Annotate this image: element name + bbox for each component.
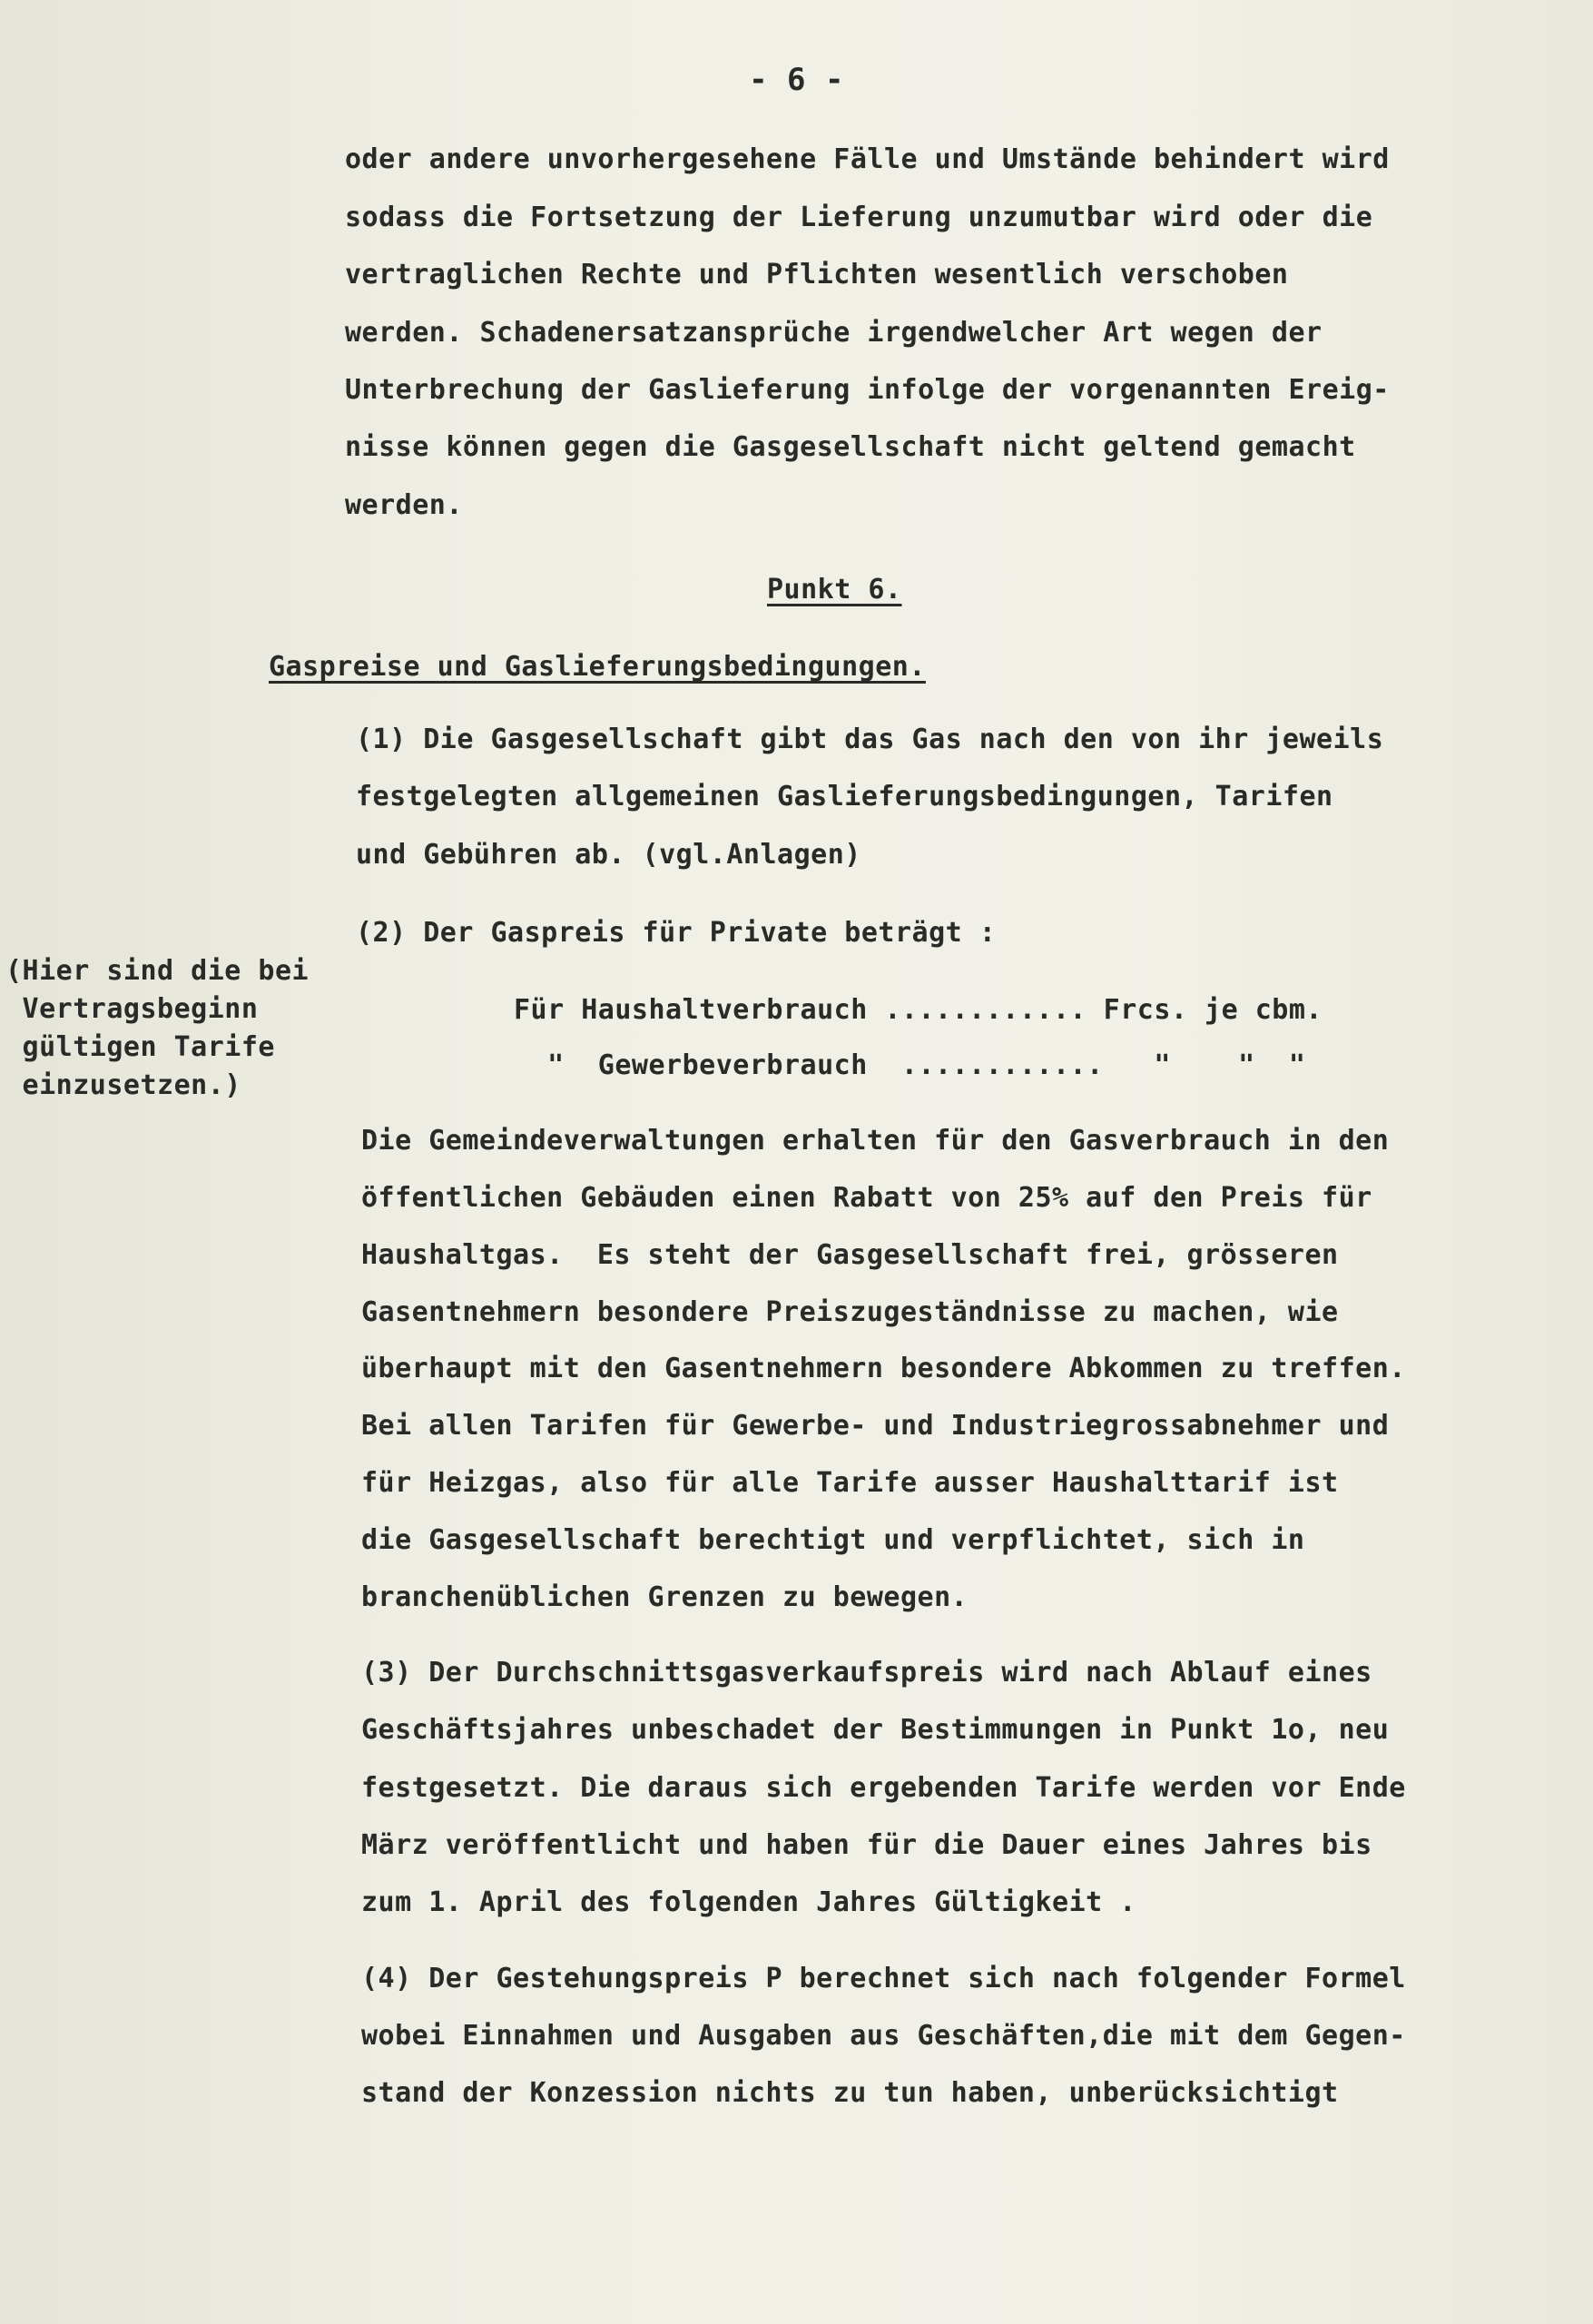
tariff-line: " Gewerbeverbrauch ............ " " " <box>514 1049 1306 1081</box>
margin-note-line: einzusetzen.) <box>5 1069 241 1101</box>
text-line: nisse können gegen die Gasgesellschaft nicht geltend gemacht <box>345 431 1356 463</box>
text-line: Gasentnehmern besondere Preiszugeständnisse zu machen, wie <box>361 1296 1339 1328</box>
text-line: sodass die Fortsetzung der Lieferung unzumutbar wird oder die <box>345 202 1373 233</box>
text-line: Die Gemeindeverwaltungen erhalten für den Gasverbrauch in den <box>361 1125 1390 1157</box>
text-line: oder andere unvorhergesehene Fälle und Umstände behindert wird <box>345 143 1390 175</box>
page-number: - 6 - <box>749 62 844 98</box>
margin-note-line: gültigen Tarife <box>5 1031 275 1063</box>
text-line: werden. Schadenersatzansprüche irgendwelcher Art wegen der <box>345 317 1323 349</box>
text-line: festgesetzt. Die daraus sich ergebenden Tarife werden vor Ende <box>361 1772 1406 1804</box>
text-line: festgelegten allgemeinen Gaslieferungsbedingungen, Tarifen <box>356 781 1333 812</box>
section-heading: Punkt 6. <box>767 574 902 606</box>
text-line: werden. <box>345 489 463 521</box>
text-line: und Gebühren ab. (vgl.Anlagen) <box>356 839 861 871</box>
text-line: März veröffentlicht und haben für die Dauer eines Jahres bis <box>361 1829 1372 1861</box>
text-line: für Heizgas, also für alle Tarife ausser Haushalttarif ist <box>361 1467 1339 1499</box>
text-line: die Gasgesellschaft berechtigt und verpflichtet, sich in <box>361 1524 1305 1556</box>
text-line: Geschäftsjahres unbeschadet der Bestimmungen in Punkt 1o, neu <box>361 1714 1390 1746</box>
text-line: Haushaltgas. Es steht der Gasgesellschaft frei, grösseren <box>361 1239 1339 1271</box>
text-line: (3) Der Durchschnittsgasverkaufspreis wird nach Ablauf eines <box>361 1657 1372 1689</box>
text-line: (4) Der Gestehungspreis P berechnet sich nach folgender Formel <box>361 1963 1406 1994</box>
paragraph-2-intro: (2) Der Gaspreis für Private beträgt : <box>356 917 997 949</box>
text-line: (1) Die Gasgesellschaft gibt das Gas nach den von ihr jeweils <box>356 724 1384 755</box>
text-line: Bei allen Tarifen für Gewerbe- und Industriegrossabnehmer und <box>361 1410 1390 1442</box>
margin-note-line: Vertragsbeginn <box>5 993 259 1025</box>
text-line: branchenüblichen Grenzen zu bewegen. <box>361 1581 969 1613</box>
margin-note-line: (Hier sind die bei <box>5 955 310 987</box>
text-line: stand der Konzession nichts zu tun haben, unberücksichtigt <box>361 2077 1339 2109</box>
tariff-line: Für Haushaltverbrauch ............ Frcs. je cbm. <box>514 994 1323 1026</box>
text-line: zum 1. April des folgenden Jahres Gültigkeit . <box>361 1886 1136 1918</box>
text-line: öffentlichen Gebäuden einen Rabatt von 25% auf den Preis für <box>361 1182 1372 1214</box>
section-title: Gaspreise und Gaslieferungsbedingungen. <box>269 651 926 683</box>
text-line: Unterbrechung der Gaslieferung infolge der vorgenannten Ereig- <box>345 374 1390 406</box>
text-line: wobei Einnahmen und Ausgaben aus Geschäften,die mit dem Gegen- <box>361 2020 1406 2052</box>
text-line: vertraglichen Rechte und Pflichten wesentlich verschoben <box>345 259 1289 290</box>
text-line: überhaupt mit den Gasentnehmern besondere Abkommen zu treffen. <box>361 1353 1406 1384</box>
